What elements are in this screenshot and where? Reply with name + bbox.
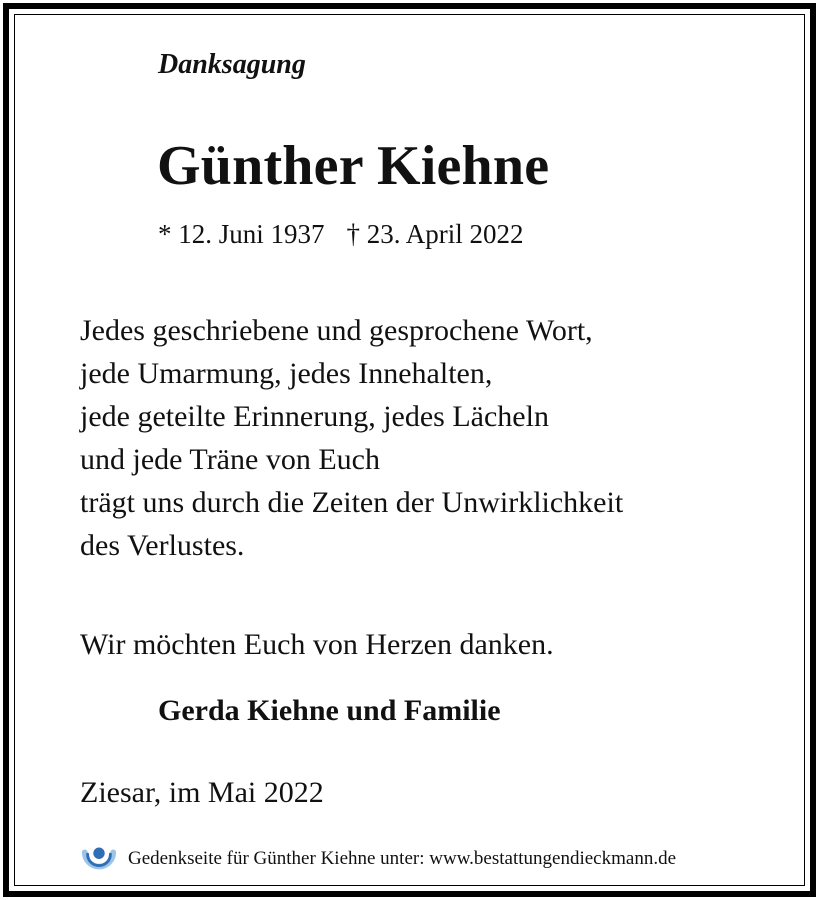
deceased-name: Günther Kiehne [157,135,550,197]
memorial-logo-icon [80,839,118,877]
poem-line: des Verlustes. [80,529,245,562]
place-date: Ziesar, im Mai 2022 [80,776,324,809]
notice-heading: Danksagung [158,49,306,80]
poem-line: Jedes geschriebene und gesprochene Wort, [80,314,593,347]
poem-line: jede geteilte Erinnerung, jedes Lächeln [80,400,549,433]
signature: Gerda Kiehne und Familie [158,694,501,727]
memorial-page-link[interactable]: Gedenkseite für Günther Kiehne unter: www.bestattungendieckmann.de [128,847,677,869]
birth-date: * 12. Juni 1937 [158,219,325,249]
poem-line: jede Umarmung, jedes Innehalten, [80,357,493,390]
life-dates [158,218,524,250]
poem-line: und jede Träne von Euch [80,443,380,476]
footer [80,838,676,878]
death-date: † 23. April 2022 [346,219,524,249]
thanks-text: Wir möchten Euch von Herzen danken. [80,628,554,661]
poem-line: trägt uns durch die Zeiten der Unwirklichkeit [80,486,624,519]
poem [80,309,623,567]
